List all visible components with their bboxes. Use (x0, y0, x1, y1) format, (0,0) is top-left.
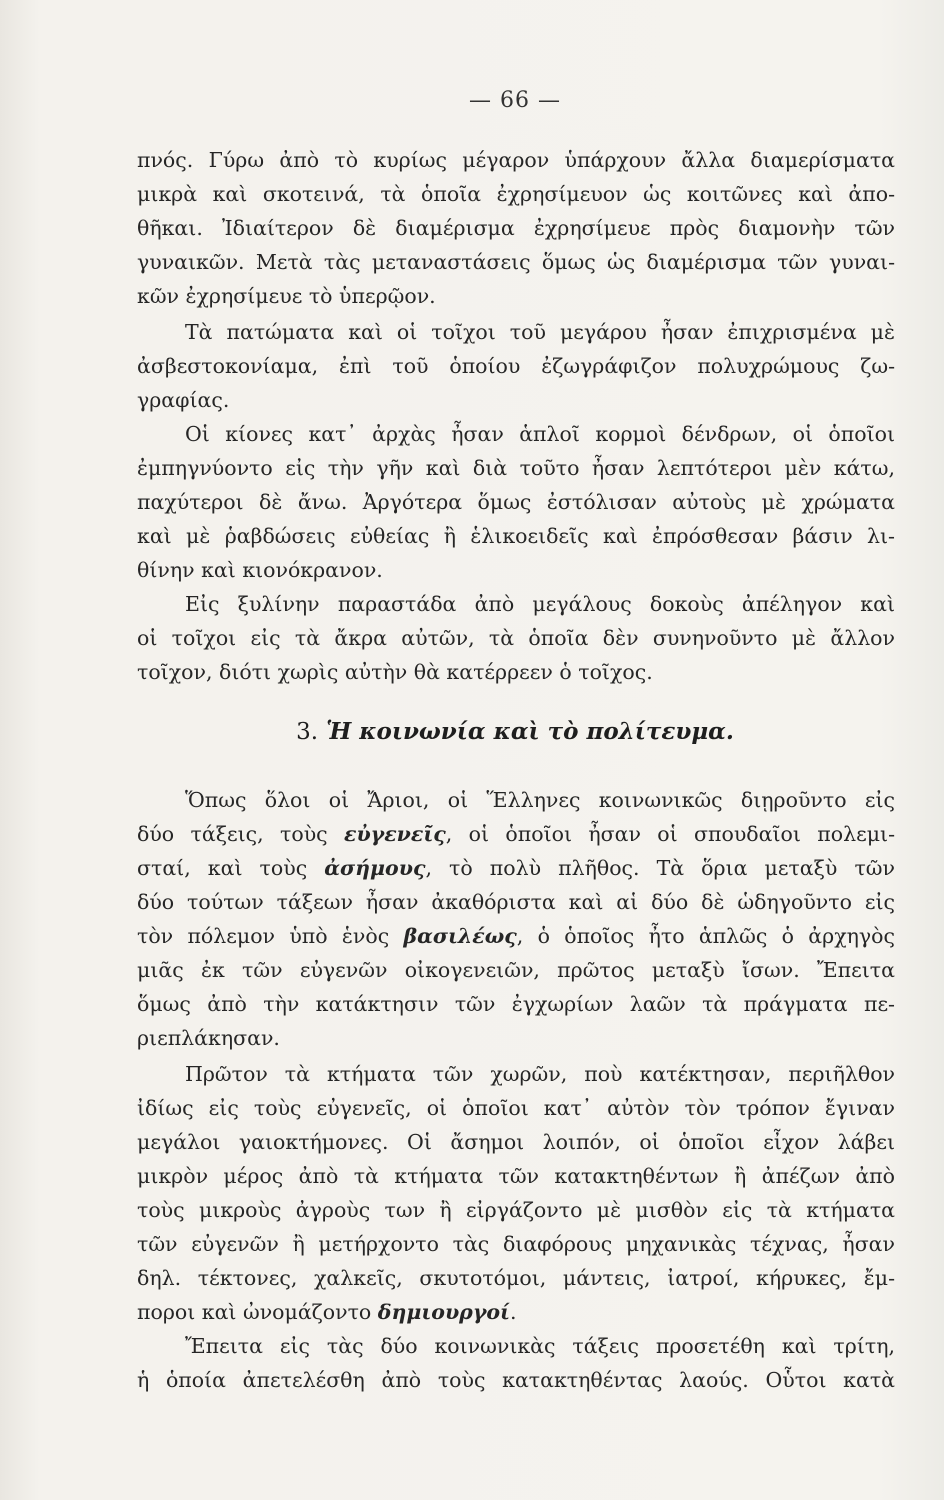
text-line: σταί, καὶ τοὺς ἀσήμους, τὸ πολὺ πλῆθος. Τὰ ὅρια μεταξὺ τῶν (137, 856, 895, 880)
section-heading (0, 715, 944, 749)
text-line: δηλ. τέκτονες, χαλκεῖς, σκυτοτόμοι, μάντεις, ἰατροί, κήρυκες, ἔμ- (137, 1266, 895, 1290)
text-line: πνός. Γύρω ἀπὸ τὸ κυρίως μέγαρον ὑπάρχουν ἄλλα διαμερίσματα (137, 148, 895, 172)
text-line: τοὺς μικροὺς ἀγροὺς των ἢ εἰργάζοντο μὲ μισθὸν εἰς τὰ κτήματα (137, 1198, 895, 1222)
text-line: ποροι καὶ ὠνομάζοντο δημιουργοί. (137, 1300, 517, 1324)
text-line: θίνην καὶ κιονόκρανον. (137, 558, 383, 582)
text-line: Πρῶτον τὰ κτήματα τῶν χωρῶν, ποὺ κατέκτησαν, περιῆλθον (185, 1062, 895, 1086)
section-title: Ἡ κοινωνία καὶ τὸ πολίτευμα. (326, 718, 734, 745)
text-line: ἐμπηγνύοντο εἰς τὴν γῆν καὶ διὰ τοῦτο ἦσαν λεπτότεροι μὲν κάτω, (137, 456, 895, 480)
text-line: ἡ ὁποία ἀπετελέσθη ἀπὸ τοὺς κατακτηθέντας λαούς. Οὗτοι κατὰ (137, 1368, 895, 1392)
text-line: ριεπλάκησαν. (137, 1026, 280, 1050)
text-line: δύο τούτων τάξεων ἦσαν ἀκαθόριστα καὶ αἱ δύο δὲ ὡδηγοῦντο εἰς (137, 890, 895, 914)
text-line: μιᾶς ἐκ τῶν εὐγενῶν οἰκογενειῶν, πρῶτος μεταξὺ ἴσων. Ἔπειτα (137, 958, 895, 982)
text-line: οἱ τοῖχοι εἰς τὰ ἄκρα αὐτῶν, τὰ ὁποῖα δὲν συνηνοῦντο μὲ ἄλλον (137, 626, 895, 650)
text-line: κῶν ἐχρησίμευε τὸ ὑπερῷον. (137, 284, 436, 308)
text-line: γραφίας. (137, 388, 230, 412)
text-line: μικρὸν μέρος ἀπὸ τὰ κτήματα τῶν κατακτηθέντων ἢ ἀπέζων ἀπὸ (137, 1164, 895, 1188)
text-line: Τὰ πατώματα καὶ οἱ τοῖχοι τοῦ μεγάρου ἦσαν ἐπιχρισμένα μὲ (185, 320, 895, 344)
text-line: Οἱ κίονες κατ᾽ ἀρχὰς ἦσαν ἁπλοῖ κορμοὶ δένδρων, οἱ ὁποῖοι (185, 422, 895, 446)
text-line: παχύτεροι δὲ ἄνω. Ἀργότερα ὅμως ἐστόλισαν αὐτοὺς μὲ χρώματα (137, 490, 895, 514)
text-line: τῶν εὐγενῶν ἢ μετήρχοντο τὰς διαφόρους μηχανικὰς τέχνας, ἦσαν (137, 1232, 895, 1256)
text-line: μικρὰ καὶ σκοτεινά, τὰ ὁποῖα ἐχρησίμευον ὡς κοιτῶνες καὶ ἀπο- (137, 182, 895, 206)
section-number: 3. (296, 719, 319, 745)
text-line: Ἔπειτα εἰς τὰς δύο κοινωνικὰς τάξεις προσετέθη καὶ τρίτη, (185, 1334, 895, 1358)
page-number: — 66 — (469, 88, 561, 113)
text-line: θῆκαι. Ἰδιαίτερον δὲ διαμέρισμα ἐχρησίμευε πρὸς διαμονὴν τῶν (137, 216, 895, 240)
text-line: γυναικῶν. Μετὰ τὰς μεταναστάσεις ὅμως ὡς διαμέρισμα τῶν γυναι- (137, 250, 895, 274)
text-line: τοῖχον, διότι χωρὶς αὐτὴν θὰ κατέρρεεν ὁ τοῖχος. (137, 660, 653, 684)
text-line: Ὅπως ὅλοι οἱ Ἄριοι, οἱ Ἕλληνες κοινωνικῶς διῃροῦντο εἰς (185, 788, 895, 812)
text-line: μεγάλοι γαιοκτήμονες. Οἱ ἄσημοι λοιπόν, οἱ ὁποῖοι εἶχον λάβει (137, 1130, 895, 1154)
text-line: τὸν πόλεμον ὑπὸ ἑνὸς βασιλέως, ὁ ὁποῖος ἦτο ἁπλῶς ὁ ἀρχηγὸς (137, 924, 895, 948)
text-line: ὅμως ἀπὸ τὴν κατάκτησιν τῶν ἐγχωρίων λαῶν τὰ πράγματα πε- (137, 992, 895, 1016)
text-line: δύο τάξεις, τοὺς εὐγενεῖς, οἱ ὁποῖοι ἦσαν οἱ σπουδαῖοι πολεμι- (137, 822, 895, 846)
text-line: ἰδίως εἰς τοὺς εὐγενεῖς, οἱ ὁποῖοι κατ᾽ αὐτὸν τὸν τρόπον ἔγιναν (137, 1096, 895, 1120)
text-line: ἀσβεστοκονίαμα, ἐπὶ τοῦ ὁποίου ἐζωγράφιζον πολυχρώμους ζω- (137, 354, 895, 378)
text-line: καὶ μὲ ῥαβδώσεις εὐθείας ἢ ἑλικοειδεῖς καὶ ἐπρόσθεσαν βάσιν λι- (137, 524, 895, 548)
text-line: Εἰς ξυλίνην παραστάδα ἀπὸ μεγάλους δοκοὺς ἀπέληγον καὶ (185, 592, 895, 616)
